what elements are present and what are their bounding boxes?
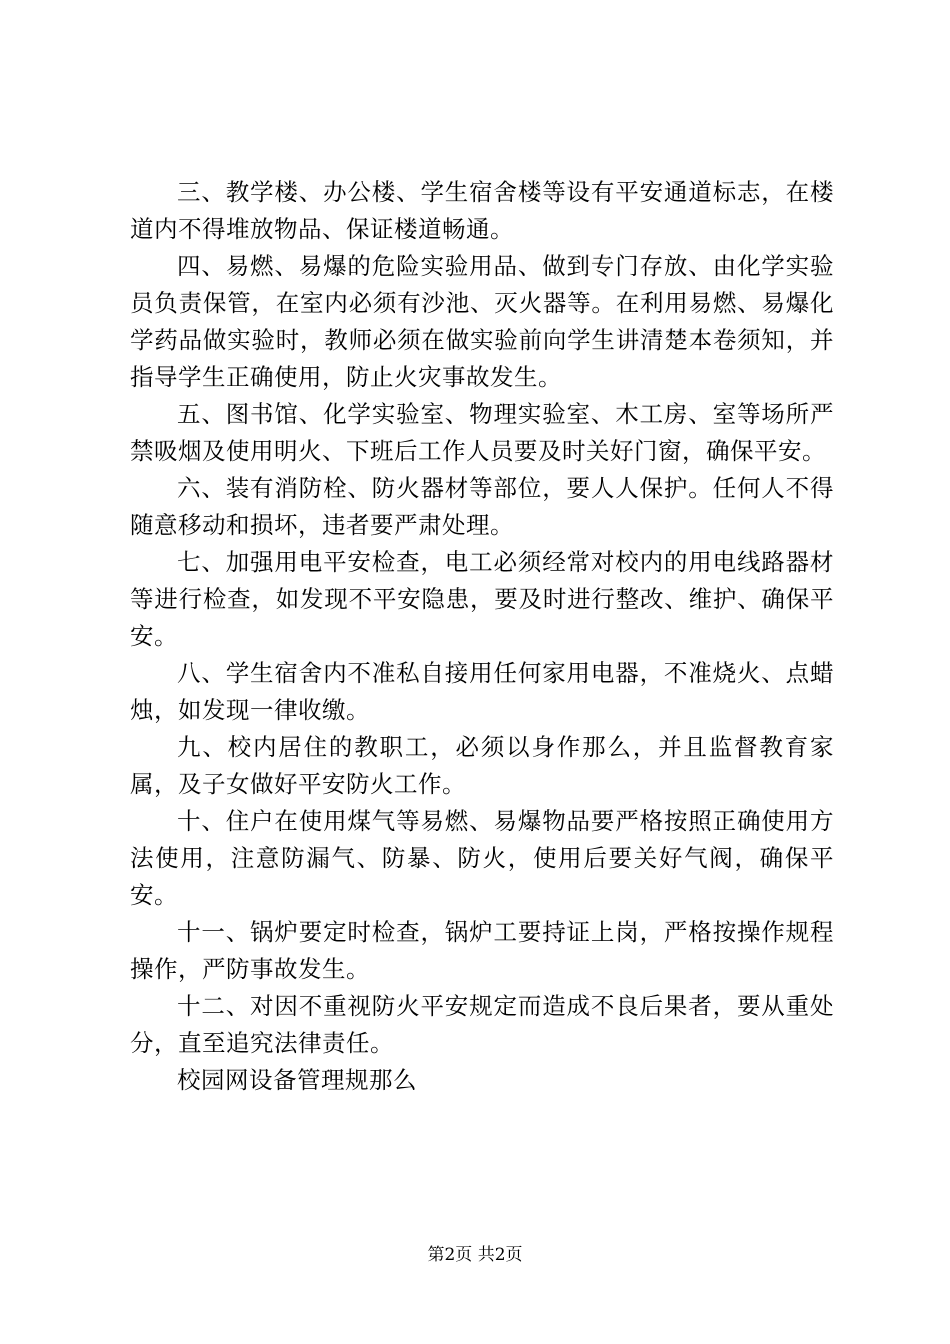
- page-footer: 第2页 共2页: [427, 1245, 523, 1265]
- paragraph-12-penalties: 十二、对因不重视防火平安规定而造成不良后果者，要从重处分，直至追究法律责任。: [130, 992, 834, 1057]
- section-heading-network-equipment: 校园网设备管理规那么: [177, 1066, 417, 1094]
- paragraph-11-boiler: 十一、锅炉要定时检查，锅炉工要持证上岗，严格按操作规程操作，严防事故发生。: [130, 918, 834, 983]
- paragraph-7-electrical-check: 七、加强用电平安检查，电工必须经常对校内的用电线路器材等进行检查，如发现不平安隐患，要及时进行整改、维护、确保平安。: [130, 548, 834, 650]
- paragraph-5-no-smoking: 五、图书馆、化学实验室、物理实验室、木工房、室等场所严禁吸烟及使用明火、下班后工作人员要及时关好门窗，确保平安。: [130, 400, 834, 465]
- paragraph-4-hazardous-materials: 四、易燃、易爆的危险实验用品、做到专门存放、由化学实验员负责保管，在室内必须有沙池、灭火器等。在利用易燃、易爆化学药品做实验时，教师必须在做实验前向学生讲清楚本卷须知，并指导学生正确使用，防止火灾事故发生。: [130, 252, 834, 391]
- document-body: [130, 174, 834, 1099]
- paragraph-9-staff-residents: 九、校内居住的教职工，必须以身作那么，并且监督教育家属，及子女做好平安防火工作。: [130, 733, 834, 798]
- paragraph-8-dormitory-appliances: 八、学生宿舍内不准私自接用任何家用电器，不准烧火、点蜡烛，如发现一律收缴。: [130, 659, 834, 724]
- paragraph-3-safety-passage: 三、教学楼、办公楼、学生宿舍楼等设有平安通道标志，在楼道内不得堆放物品、保证楼道畅通。: [130, 178, 834, 243]
- paragraph-6-fire-equipment: 六、装有消防栓、防火器材等部位，要人人保护。任何人不得随意移动和损坏，违者要严肃处理。: [130, 474, 834, 539]
- paragraph-10-gas-usage: 十、住户在使用煤气等易燃、易爆物品要严格按照正确使用方法使用，注意防漏气、防暴、防火，使用后要关好气阀，确保平安。: [130, 807, 834, 909]
